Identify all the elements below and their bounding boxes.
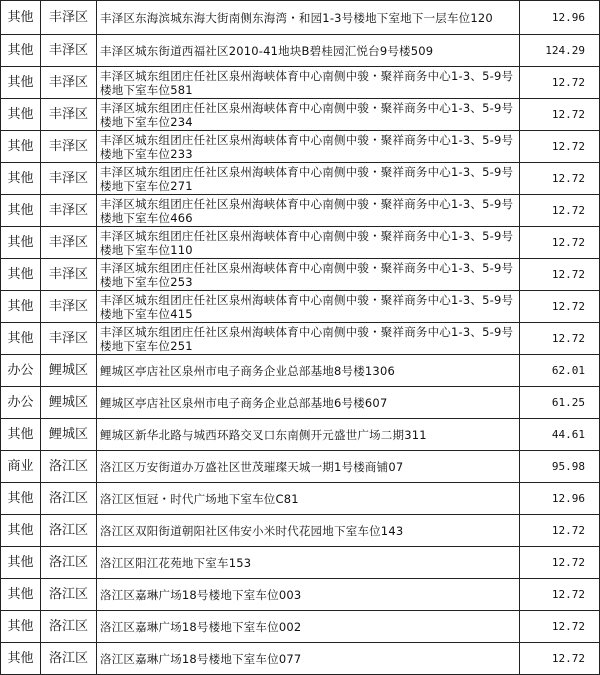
address-cell: 鲤城区新华北路与城西环路交叉口东南侧开元盛世广场二期311: [97, 419, 520, 451]
table-row: [1, 451, 600, 483]
area-cell: 12.72: [520, 67, 600, 99]
address-cell: 洛江区阳江花苑地下室车153: [97, 547, 520, 579]
property-table-body: [1, 1, 600, 675]
address-cell: 丰泽区城东街道西福社区2010-41地块B碧桂园汇悦台9号楼509: [97, 35, 520, 67]
table-row: [1, 227, 600, 259]
address-cell: 丰泽区城东组团庄任社区泉州海峡体育中心南侧中骏・聚祥商务中心1-3、5-9号楼地下室车位253: [97, 259, 520, 291]
area-cell: 12.96: [520, 483, 600, 515]
area-cell: 12.72: [520, 611, 600, 643]
area-cell: 12.72: [520, 227, 600, 259]
type-cell: 其他: [1, 131, 41, 163]
table-row: [1, 643, 600, 675]
district-cell: 洛江区: [41, 643, 97, 675]
district-cell: 鲤城区: [41, 419, 97, 451]
area-cell: 44.61: [520, 419, 600, 451]
area-cell: 124.29: [520, 35, 600, 67]
address-cell: 丰泽区城东组团庄任社区泉州海峡体育中心南侧中骏・聚祥商务中心1-3、5-9号楼地下室车位271: [97, 163, 520, 195]
type-cell: 其他: [1, 291, 41, 323]
address-cell: 洛江区双阳街道朝阳社区伟安小米时代花园地下室车位143: [97, 515, 520, 547]
district-cell: 洛江区: [41, 547, 97, 579]
district-cell: 丰泽区: [41, 227, 97, 259]
table-row: [1, 131, 600, 163]
area-cell: 12.72: [520, 195, 600, 227]
type-cell: 其他: [1, 67, 41, 99]
type-cell: 其他: [1, 195, 41, 227]
address-cell: 丰泽区城东组团庄任社区泉州海峡体育中心南侧中骏・聚祥商务中心1-3、5-9号楼地下室车位234: [97, 99, 520, 131]
area-cell: 12.72: [520, 99, 600, 131]
type-cell: 办公: [1, 355, 41, 387]
type-cell: 其他: [1, 227, 41, 259]
type-cell: 其他: [1, 579, 41, 611]
table-row: [1, 579, 600, 611]
table-row: [1, 483, 600, 515]
area-cell: 12.72: [520, 515, 600, 547]
table-row: [1, 547, 600, 579]
address-cell: 丰泽区城东组团庄任社区泉州海峡体育中心南侧中骏・聚祥商务中心1-3、5-9号楼地下室车位251: [97, 323, 520, 355]
district-cell: 丰泽区: [41, 99, 97, 131]
district-cell: 丰泽区: [41, 195, 97, 227]
type-cell: 其他: [1, 259, 41, 291]
address-cell: 丰泽区城东组团庄任社区泉州海峡体育中心南侧中骏・聚祥商务中心1-3、5-9号楼地下室车位110: [97, 227, 520, 259]
district-cell: 洛江区: [41, 579, 97, 611]
district-cell: 丰泽区: [41, 291, 97, 323]
address-cell: 丰泽区东海滨城东海大街南侧东海湾・和园1-3号楼地下室地下一层车位120: [97, 1, 520, 35]
type-cell: 其他: [1, 323, 41, 355]
table-row: [1, 67, 600, 99]
address-cell: 鲤城区亭店社区泉州市电子商务企业总部基地8号楼1306: [97, 355, 520, 387]
area-cell: 12.72: [520, 547, 600, 579]
address-cell: 洛江区嘉琳广场18号楼地下室车位003: [97, 579, 520, 611]
area-cell: 61.25: [520, 387, 600, 419]
table-row: [1, 195, 600, 227]
area-cell: 95.98: [520, 451, 600, 483]
table-row: [1, 387, 600, 419]
district-cell: 丰泽区: [41, 259, 97, 291]
type-cell: 其他: [1, 483, 41, 515]
table-row: [1, 99, 600, 131]
district-cell: 洛江区: [41, 483, 97, 515]
area-cell: 12.72: [520, 163, 600, 195]
area-cell: 12.72: [520, 643, 600, 675]
type-cell: 其他: [1, 611, 41, 643]
address-cell: 丰泽区城东组团庄任社区泉州海峡体育中心南侧中骏・聚祥商务中心1-3、5-9号楼地下室车位466: [97, 195, 520, 227]
district-cell: 洛江区: [41, 611, 97, 643]
address-cell: 洛江区嘉琳广场18号楼地下室车位002: [97, 611, 520, 643]
address-cell: 鲤城区亭店社区泉州市电子商务企业总部基地6号楼607: [97, 387, 520, 419]
type-cell: 其他: [1, 163, 41, 195]
table-row: [1, 355, 600, 387]
area-cell: 12.72: [520, 291, 600, 323]
type-cell: 其他: [1, 547, 41, 579]
district-cell: 鲤城区: [41, 355, 97, 387]
area-cell: 12.72: [520, 259, 600, 291]
table-row: [1, 611, 600, 643]
table-row: [1, 259, 600, 291]
area-cell: 12.96: [520, 1, 600, 35]
address-cell: 洛江区嘉琳广场18号楼地下室车位077: [97, 643, 520, 675]
district-cell: 丰泽区: [41, 1, 97, 35]
table-row: [1, 515, 600, 547]
type-cell: 其他: [1, 515, 41, 547]
district-cell: 洛江区: [41, 515, 97, 547]
type-cell: 其他: [1, 643, 41, 675]
district-cell: 丰泽区: [41, 323, 97, 355]
area-cell: 12.72: [520, 323, 600, 355]
table-row: [1, 1, 600, 35]
table-row: [1, 291, 600, 323]
address-cell: 丰泽区城东组团庄任社区泉州海峡体育中心南侧中骏・聚祥商务中心1-3、5-9号楼地下室车位415: [97, 291, 520, 323]
table-row: [1, 419, 600, 451]
address-cell: 洛江区恒冠・时代广场地下室车位C81: [97, 483, 520, 515]
address-cell: 洛江区万安街道办万盛社区世茂璀璨天城一期1号楼商铺07: [97, 451, 520, 483]
table-row: [1, 323, 600, 355]
district-cell: 丰泽区: [41, 163, 97, 195]
district-cell: 洛江区: [41, 451, 97, 483]
type-cell: 办公: [1, 387, 41, 419]
address-cell: 丰泽区城东组团庄任社区泉州海峡体育中心南侧中骏・聚祥商务中心1-3、5-9号楼地下室车位233: [97, 131, 520, 163]
area-cell: 12.72: [520, 131, 600, 163]
table-row: [1, 163, 600, 195]
type-cell: 其他: [1, 419, 41, 451]
type-cell: 其他: [1, 1, 41, 35]
address-cell: 丰泽区城东组团庄任社区泉州海峡体育中心南侧中骏・聚祥商务中心1-3、5-9号楼地下室车位581: [97, 67, 520, 99]
type-cell: 其他: [1, 99, 41, 131]
district-cell: 丰泽区: [41, 67, 97, 99]
district-cell: 丰泽区: [41, 35, 97, 67]
table-row: [1, 35, 600, 67]
district-cell: 丰泽区: [41, 131, 97, 163]
district-cell: 鲤城区: [41, 387, 97, 419]
area-cell: 12.72: [520, 579, 600, 611]
area-cell: 62.01: [520, 355, 600, 387]
type-cell: 其他: [1, 35, 41, 67]
type-cell: 商业: [1, 451, 41, 483]
